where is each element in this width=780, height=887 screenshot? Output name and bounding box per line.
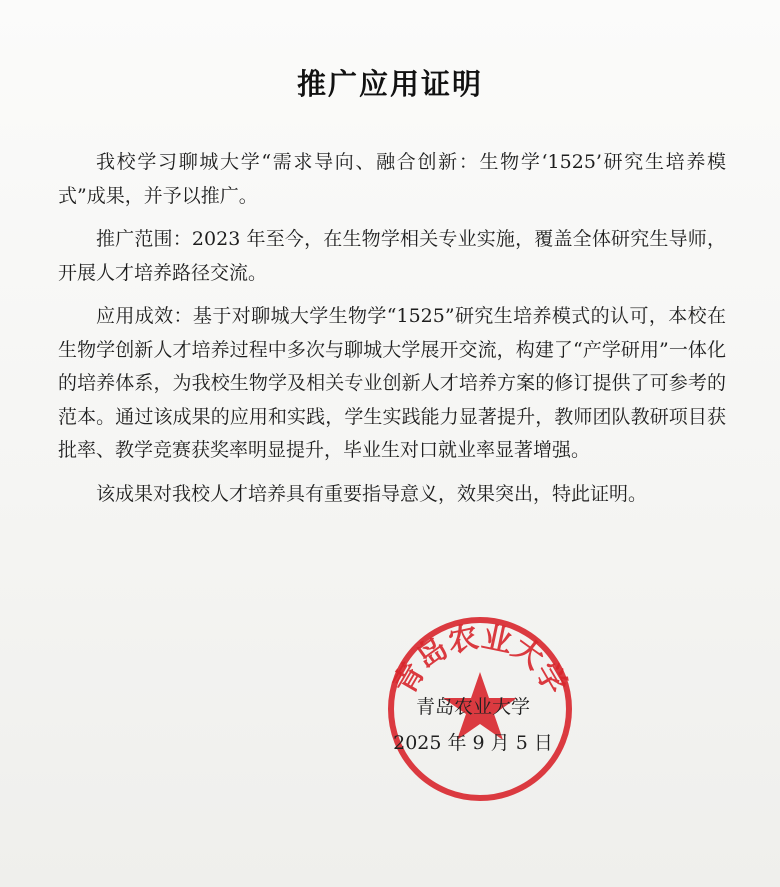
seal-lettering: 青岛农业大学 <box>386 619 574 701</box>
document-title: 推广应用证明 <box>296 67 483 101</box>
paragraph-intro: 我校学习聊城大学“需求导向、融合创新：生物学‘1525’研究生培养模式”成果，并予以推广。 <box>58 151 726 207</box>
paragraph-conclusion: 该成果对我校人才培养具有重要指导意义，效果突出，特此证明。 <box>96 482 648 505</box>
signature-organization: 青岛农业大学 <box>415 696 530 718</box>
document-body <box>58 146 726 521</box>
paragraph-effect: 应用成效：基于对聊城大学生物学“1525”研究生培养模式的认可，本校在生物学创新人才培养过程中多次与聊城大学展开交流，构建了“产学研用”一体化的培养体系，为我校生物学及相关专业创新人才培养方案的修订提供了可参考的范本。通过该成果的应用和实践，学生实践能力显著提升，教师团队教研项目获批率、教学竞赛获奖率明显提升，毕业生对口就业率显著增强。 <box>58 305 726 461</box>
signature-date: 2025 年 9 月 5 日 <box>393 732 553 754</box>
paragraph-scope: 推广范围：2023 年至今，在生物学相关专业实施，覆盖全体研究生导师，开展人才培养路径交流。 <box>58 228 726 284</box>
